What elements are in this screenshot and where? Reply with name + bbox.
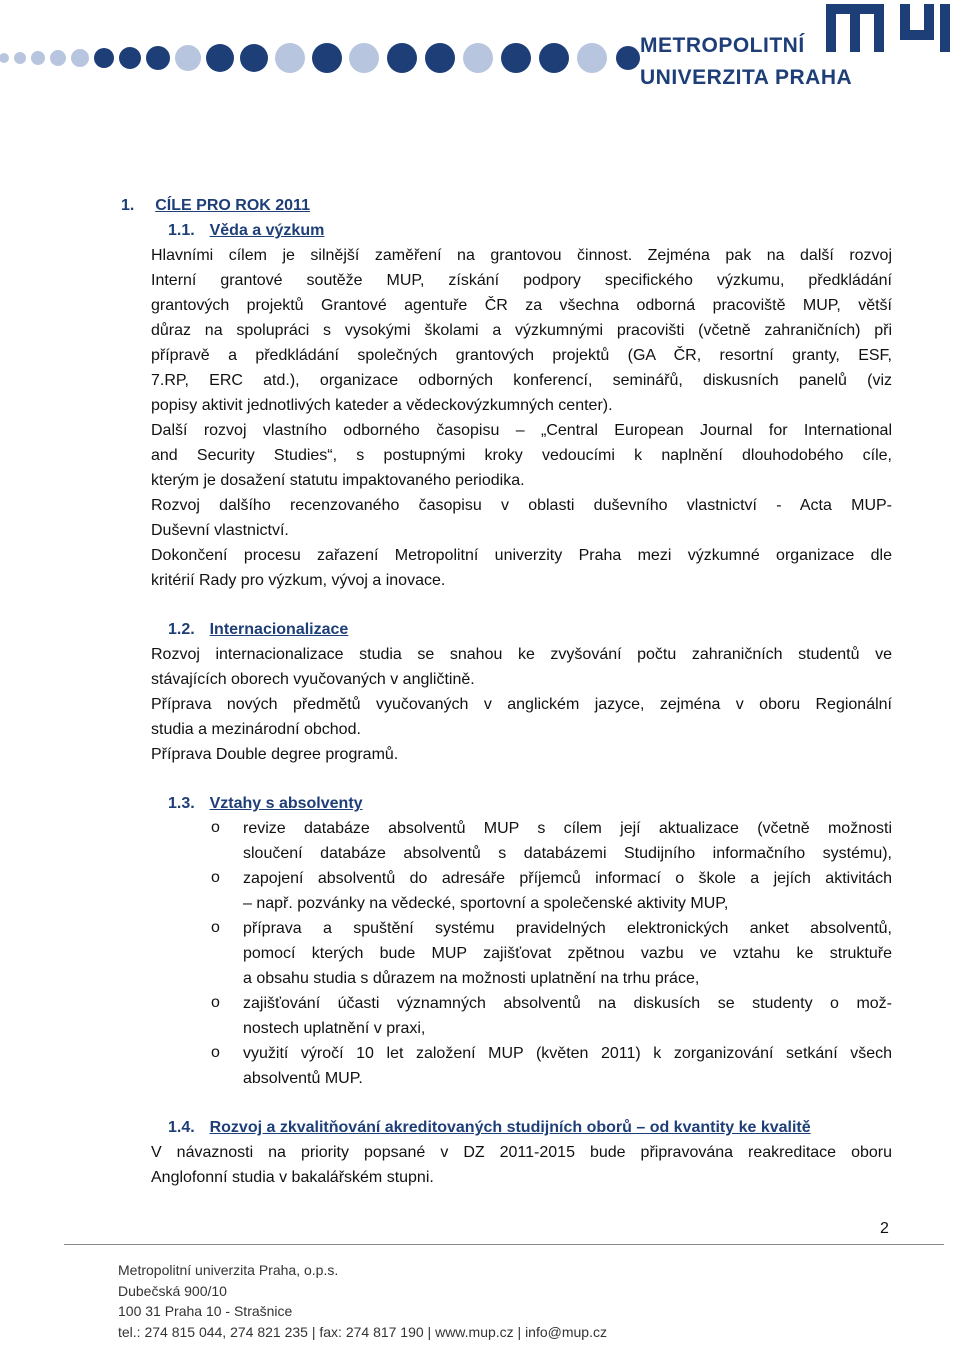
section-1-1-line: Dokončení procesu zařazení Metropolitní univerzity Praha mezi výzkumné organizace dle <box>151 547 892 564</box>
header-dot <box>616 46 640 70</box>
section-1-1-line: kritérií Rady pro výzkum, vývoj a inovace. <box>151 572 446 589</box>
section-1-1-line: Hlavními cílem je silnější zaměření na grantovou činnost. Zejména pak na další rozvoj <box>151 247 892 264</box>
footer-divider <box>64 1244 944 1245</box>
heading-1-title: CÍLE PRO ROK 2011 <box>155 197 310 214</box>
header-dot <box>119 47 141 69</box>
section-1-3-list-line: zapojení absolventů do adresáře příjemců informací o škole a jejích aktivitách <box>243 870 892 887</box>
header-dot <box>501 43 531 73</box>
logo-text-line1: METROPOLITNÍ <box>640 34 805 57</box>
heading-1-3 <box>168 794 363 814</box>
bullet-marker: o <box>211 1044 220 1061</box>
heading-1-3-number: 1.3. <box>168 795 195 812</box>
section-1-3-list-line: absolventů MUP. <box>243 1070 363 1087</box>
footer-org-name: Metropolitní univerzita Praha, o.p.s. <box>118 1262 339 1278</box>
mup-logo-icon <box>820 0 960 52</box>
section-1-3-list-line: příprava a spuštění systému pravidelných elektronických anket absolventů, <box>243 920 892 937</box>
heading-1-number: 1. <box>121 197 135 214</box>
section-1-3-list-line: využití výročí 10 let založení MUP (květen 2011) k zorganizování setkání všech <box>243 1045 892 1062</box>
section-1-1-line: Interní grantové soutěže MUP, získání podpory specifického výzkumu, předkládání <box>151 272 892 289</box>
section-1-1-line: Další rozvoj vlastního odborného časopisu – „Central European Journal for International <box>151 422 892 439</box>
section-1-3-list-line: revize databáze absolventů MUP s cílem její aktualizace (včetně možnosti <box>243 820 892 837</box>
page-number: 2 <box>880 1220 889 1237</box>
header-dot <box>577 43 607 73</box>
section-1-1-line: 7.RP, ERC atd.), organizace odborných konferencí, seminářů, diskusních panelů (viz <box>151 372 892 389</box>
heading-1-1-number: 1.1. <box>168 222 195 239</box>
section-1-4-line: V návaznosti na priority popsané v DZ 2011-2015 bude připravována reakreditace oboru <box>151 1144 892 1161</box>
header-dot <box>175 45 201 71</box>
bullet-marker: o <box>211 919 220 936</box>
header-dot <box>275 43 305 73</box>
section-1-3-list-line: – např. pozvánky na vědecké, sportovní a společenské aktivity MUP, <box>243 895 729 912</box>
heading-1-1 <box>168 221 324 241</box>
heading-1-4-number: 1.4. <box>168 1119 195 1136</box>
section-1-2-line: Rozvoj internacionalizace studia se snahou ke zvyšování počtu zahraničních studentů ve <box>151 646 892 663</box>
heading-1-1-title: Věda a výzkum <box>209 222 325 239</box>
footer-city: 100 31 Praha 10 - Strašnice <box>118 1303 293 1319</box>
section-1-2-line: stávajících oborech vyučovaných v angličtině. <box>151 671 475 688</box>
header-dot <box>146 46 170 70</box>
header-dot <box>50 50 66 66</box>
section-1-1-line: grantových projektů Grantové agentuře ČR za všechna odborná pracoviště MUP, větší <box>151 297 892 314</box>
heading-1-2-number: 1.2. <box>168 621 195 638</box>
heading-1-4-title: Rozvoj a zkvalitňování akreditovaných studijních oborů – od kvantity ke kvalitě <box>209 1119 811 1136</box>
header-dot-pattern <box>0 0 640 80</box>
section-1-3-list-line: zajišťování účasti významných absolventů na diskusích se studenty o mož- <box>243 995 892 1012</box>
heading-1 <box>121 196 310 216</box>
footer-contacts: tel.: 274 815 044, 274 821 235 | fax: 274 817 190 | www.mup.cz | info@mup.cz <box>118 1324 607 1340</box>
header-dot <box>240 44 268 72</box>
section-1-3-list-line: nostech uplatnění v praxi, <box>243 1020 426 1037</box>
section-1-2-line: studia a mezinárodní obchod. <box>151 721 361 738</box>
bullet-marker: o <box>211 869 220 886</box>
header-dot <box>71 49 89 67</box>
header-dot <box>349 43 379 73</box>
heading-1-2-title: Internacionalizace <box>209 621 349 638</box>
heading-1-2 <box>168 620 348 640</box>
section-1-2-line: Příprava Double degree programů. <box>151 746 399 763</box>
section-1-1-line: důraz na spolupráci s vysokými školami a výzkumnými pracovišti (včetně zahraničních) při <box>151 322 892 339</box>
header-dot <box>387 43 417 73</box>
section-1-4-line: Anglofonní studia v bakalářském stupni. <box>151 1169 434 1186</box>
section-1-1-line: kterým je dosažení statutu impaktovaného periodika. <box>151 472 525 489</box>
header-dot <box>206 44 234 72</box>
header-dot <box>14 52 26 64</box>
section-1-1-line: Rozvoj dalšího recenzovaného časopisu v oblasti duševního vlastnictví - Acta MUP- <box>151 497 892 514</box>
header-dot <box>425 43 455 73</box>
section-1-1-line: Duševní vlastnictví. <box>151 522 289 539</box>
section-1-3-list-line: sloučení databáze absolventů s databázemi Studijního informačního systému), <box>243 845 892 862</box>
section-1-3-list-line: pomocí kterých bude MUP zajišťovat zpětnou vazbu ve vztahu ke struktuře <box>243 945 892 962</box>
logo-text-line2: UNIVERZITA PRAHA <box>640 66 853 89</box>
heading-1-3-title: Vztahy s absolventy <box>209 795 363 812</box>
section-1-1-line: and Security Studies“, s postupnými kroky vedoucími k naplnění dlouhodobého cíle, <box>151 447 892 464</box>
heading-1-4 <box>168 1118 811 1138</box>
header-dot <box>539 43 569 73</box>
header-dot <box>94 48 114 68</box>
bullet-marker: o <box>211 819 220 836</box>
section-1-2-line: Příprava nových předmětů vyučovaných v anglickém jazyce, zejména v oboru Regionální <box>151 696 892 713</box>
footer-street: Dubečská 900/10 <box>118 1283 227 1299</box>
header-dot <box>463 43 493 73</box>
section-1-1-line: přípravě a předkládání společných grantových projektů (GA ČR, resortní granty, ESF, <box>151 347 892 364</box>
header-dot <box>31 51 45 65</box>
header-dot <box>0 53 9 63</box>
section-1-1-line: popisy aktivit jednotlivých kateder a vědeckovýzkumných center). <box>151 397 613 414</box>
bullet-marker: o <box>211 994 220 1011</box>
section-1-3-list-line: a obsahu studia s důrazem na možnosti uplatnění na trhu práce, <box>243 970 700 987</box>
header-dot <box>312 43 342 73</box>
